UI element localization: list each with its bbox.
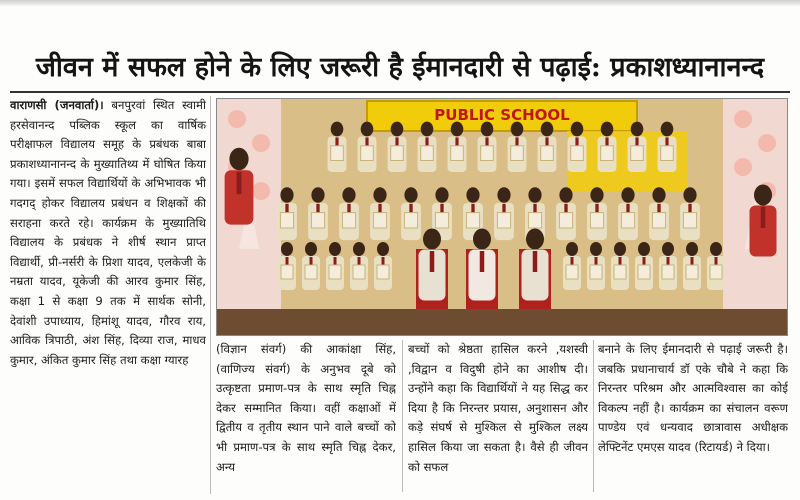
article-column-4 — [598, 340, 788, 492]
page-top-strip — [0, 0, 800, 6]
event-photo — [216, 98, 788, 336]
column-divider — [593, 340, 594, 492]
column-divider — [402, 340, 403, 492]
photo-banner-text: PUBLIC SCHOOL — [434, 106, 570, 124]
column-divider — [210, 96, 211, 494]
headline-rule — [10, 91, 790, 93]
photo-scene — [217, 99, 787, 335]
column-2-text: (विज्ञान संवर्ग) की आकांक्षा सिंह, (वाणिज्य संवर्ग) के अनुभव दूबे को उत्कृष्टता प्रमाण-पत्र के साथ स्मृति चिह्न देकर सम्मानित किया। वहीं कक्षाओं में द्वितीय व तृतीय स्थान पाने वाले बच्चों को भी प्रमाण-पत्र के साथ स्मृति चिह्न देकर, अन्य — [216, 342, 396, 474]
article-column-2 — [216, 340, 396, 492]
headline: जीवन में सफल होने के लिए जरूरी है ईमानदारी से पढ़ाई: प्रकाशध्यानानन्द — [35, 52, 765, 84]
column-1-text: बनपुरवां स्थित स्वामी हरसेवानन्द पब्लिक स्कूल का वार्षिक परीक्षाफल विद्यालय समूह के प्रबंधक बाबा प्रकाशध्यानानन्द के मुख्यातिथ्य में घोषित किया गया। इसमें सफल विद्यार्थियों के अभिभावक भी गदगद् होकर विद्यालय प्रबंधन व शिक्षकों की सराहना करते रहे। कार्यक्रम के मुख्यातिथि विद्यालय के प्रबंधक ने शीर्ष स्थान प्राप्त विद्यार्थी, प्री-नर्सरी के प्रिशा यादव, एलकेजी के नम्रता यादव, यूकेजी की आरव कुमार सिंह, कक्षा 1 से कक्षा 9 तक में सार्थक सोनी, देवांशी उपाध्याय, हिमांशू यादव, गौरव राय, आविक त्रिपाठी, अंश सिंह, दिव्या राज, माधव कुमार, अंकित कुमार सिंह तथा कक्षा ग्यारह — [10, 98, 206, 367]
dateline: वाराणसी (जनवार्ता)। — [10, 98, 104, 112]
column-4-text: बनाने के लिए ईमानदारी से पढ़ाई जरूरी है। जबकि प्रधानाचार्य डॉ एके चौबे ने कहा कि निरन्तर परिश्रम और आत्मविश्वास का कोई विकल्प नहीं है। कार्यक्रम का संचालन वरूण पाण्डेय एवं धन्यवाद छात्रावास अधीक्षक लेफ्टिनेंट एमएस यादव (रिटायर्ड) ने दिया। — [598, 342, 788, 454]
column-3-text: बच्चों को श्रेष्ठता हासिल करने ,यशस्वी ,विद्वान व विदुषी होने का आशीष दी। उन्होंने कहा कि विद्यार्थियों ने यह सिद्ध कर दिया है कि निरन्तर प्रयास, अनुशासन और कड़े संघर्ष से मुश्किल से मुश्किल लक्ष्य हासिल किया जा सकता है। वैसे ही जीवन को सफल — [408, 342, 588, 474]
article-column-3 — [408, 340, 588, 492]
article-column-1 — [10, 96, 206, 494]
